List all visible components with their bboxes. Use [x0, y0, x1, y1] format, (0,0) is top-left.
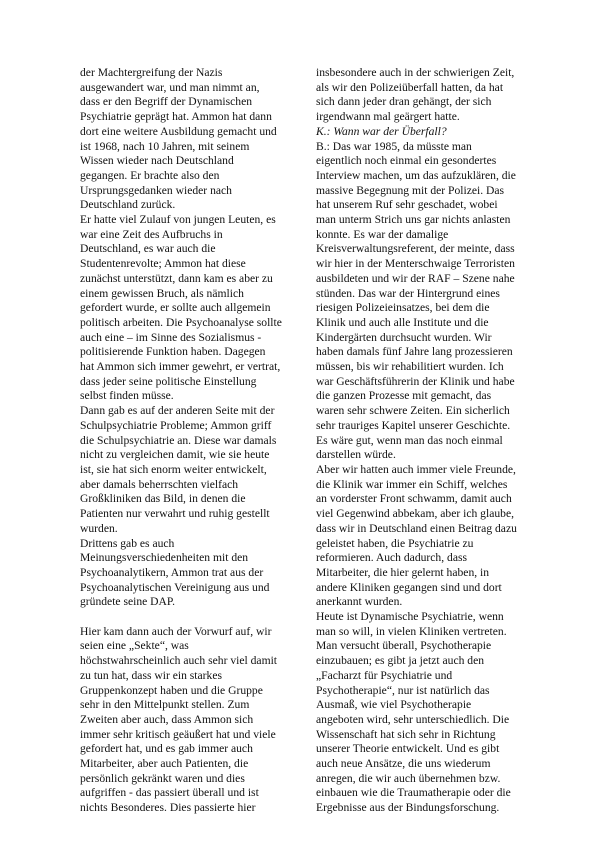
text-line: hat unserem Ruf sehr geschadet, wobei	[316, 198, 498, 212]
text-line: Kreisverwaltungsreferent, der meinte, dass	[316, 242, 515, 256]
interviewer-question: K.: Wann war der Überfall?	[316, 124, 447, 138]
text-line: Wissen wieder nach Deutschland	[80, 154, 234, 168]
text-line: die ganzen Prozesse mit gemacht, das	[316, 389, 492, 403]
text-line: aber damals beherrschten vielfach	[80, 477, 239, 491]
text-line: Dann gab es auf der anderen Seite mit der	[80, 404, 275, 418]
text-line: Patienten nur verwahrt und ruhig gestellt	[80, 507, 270, 521]
text-line: gefordert hat, und es gab immer auch	[80, 742, 253, 756]
text-line: andere Kliniken gegangen sind und dort	[316, 580, 502, 594]
text-line: anerkannt wurden.	[316, 595, 403, 609]
text-line: gegangen. Er brachte also den	[80, 168, 220, 182]
text-line: immer sehr kritisch geäußert hat und viele	[80, 727, 276, 741]
text-line: Er hatte viel Zulauf von jungen Leuten, es	[80, 213, 276, 227]
text-line: sehr trauriges Kapitel unserer Geschichte.	[316, 418, 511, 432]
text-line: zu tun hat, dass wir ein starkes	[80, 668, 222, 682]
text-line: wir hier in der Menterschwaige Terroristen	[316, 257, 515, 271]
text-line: Klinik und auch alle Institute und die	[316, 315, 489, 329]
text-line: gefordert wurde, er sollte auch allgemein	[80, 301, 271, 315]
text-line: Es wäre gut, wenn man das noch einmal	[316, 433, 503, 447]
text-line: ausgewandert war, und man nimmt an,	[80, 80, 260, 94]
text-line: Psychoanalytikern, Ammon trat aus der	[80, 565, 264, 579]
text-line: Hier kam dann auch der Vorwurf auf, wir	[80, 624, 272, 638]
text-line: man unterm Strich uns gar nichts anlasten	[316, 213, 511, 227]
text-line: stünden. Das war der Hintergrund eines	[316, 286, 500, 300]
text-line: Meinungsverschiedenheiten mit den	[80, 551, 249, 565]
text-line: „Facharzt für Psychiatrie und	[316, 668, 453, 682]
text-line: ausbildeten und wir der RAF – Szene nahe	[316, 271, 515, 285]
text-line: die Klinik war immer ein Schiff, welches	[316, 477, 508, 491]
text-line: politisierende Funktion haben. Dagegen	[80, 345, 266, 359]
text-line: Psychotherapie“, nur ist natürlich das	[316, 683, 490, 697]
text-line: müssen, bis wir rehabilitiert wurden. Ich	[316, 360, 504, 374]
text-line: dass jeder seine politische Einstellung	[80, 374, 257, 388]
text-line: auch neue Ansätze, die uns wiederum	[316, 757, 491, 771]
text-line: ist, sie hat sich enorm weiter entwickelt,	[80, 462, 267, 476]
text-line: Studentenrevolte; Ammon hat diese	[80, 257, 246, 271]
text-line: Ausmaß, wie viel Psychotherapie	[316, 698, 472, 712]
text-line: eigentlich noch einmal ein gesondertes	[316, 154, 497, 168]
text-line: Deutschland, es war auch die	[80, 242, 216, 256]
text-line: anregen, die wir auch übernehmen bzw.	[316, 771, 501, 785]
text-line: Heute ist Dynamische Psychiatrie, wenn	[316, 610, 504, 624]
text-line: darstellen würde.	[316, 448, 396, 462]
text-line: Interview machen, um das aufzuklären, die	[316, 168, 516, 182]
text-line: Wissenschaft hat sich sehr in Richtung	[316, 727, 496, 741]
text-line: wurden.	[80, 521, 118, 535]
text-line: der Machtergreifung der Nazis	[80, 66, 223, 79]
text-line: selbst finden müsse.	[80, 389, 174, 403]
text-line: nicht zu vergleichen damit, wie sie heute	[80, 448, 270, 462]
text-line: geleistet haben, die Psychiatrie zu	[316, 536, 474, 550]
text-line: Zweiten aber auch, dass Ammon sich	[80, 712, 254, 726]
text-line: B.: Das war 1985, da müsste man	[316, 139, 472, 153]
text-line: Kindergärten durchsucht wurden. Wir	[316, 330, 492, 344]
text-line: man so will, in vielen Kliniken vertreten.	[316, 624, 507, 638]
text-line: angeboten wird, sehr unterschiedlich. Die	[316, 712, 510, 726]
text-line: reformieren. Auch dadurch, dass	[316, 551, 467, 565]
text-line: viel Gegenwind abbekam, aber ich glaube,	[316, 507, 514, 521]
text-line: war Geschäftsführerin der Klinik und habe	[316, 374, 515, 388]
text-line: Schulpsychiatrie Probleme; Ammon griff	[80, 418, 272, 432]
text-line: Gruppenkonzept haben und die Gruppe	[80, 683, 263, 697]
text-line: seien eine „Sekte“, was	[80, 639, 189, 653]
text-line: Deutschland zurück.	[80, 198, 176, 212]
text-line: unserer Theorie entwickelt. Und es gibt	[316, 742, 500, 756]
text-line: war eine Zeit des Aufbruchs in	[80, 227, 223, 241]
text-line: waren sehr schwere Zeiten. Ein sicherlich	[316, 404, 510, 418]
text-line: konnte. Es war der damalige	[316, 227, 449, 241]
text-line: gründete seine DAP.	[80, 595, 175, 609]
text-line: Mitarbeiter, die hier gelernt haben, in	[316, 565, 490, 579]
paragraph-gap	[80, 610, 302, 625]
text-line: einem gewissen Bruch, als nämlich	[80, 286, 244, 300]
text-line: Aber wir hatten auch immer viele Freunde,	[316, 462, 516, 476]
text-line: massive Begegnung mit der Polizei. Das	[316, 183, 505, 197]
text-line: insbesondere auch in der schwierigen Zeit,	[316, 66, 515, 79]
text-line: ist 1968, nach 10 Jahren, mit seinem	[80, 139, 250, 153]
text-column-right	[316, 66, 539, 816]
text-line: zunächst unterstützt, dann kam es aber zu	[80, 271, 273, 285]
text-line: hat Ammon sich immer gewehrt, er vertrat,	[80, 360, 281, 374]
text-line: aufgriffen - das passiert überall und ist	[80, 786, 259, 800]
text-line: Ergebnisse aus der Bindungsforschung.	[316, 801, 500, 815]
text-line: Großkliniken das Bild, in denen die	[80, 492, 246, 506]
text-line: nichts Besonderes. Dies passierte hier	[80, 801, 256, 815]
text-line: Psychiatrie geprägt hat. Ammon hat dann	[80, 110, 272, 124]
text-line: einzubauen; es gibt ja jetzt auch den	[316, 654, 485, 668]
text-line: Psychoanalytischen Vereinigung aus und	[80, 580, 270, 594]
text-line: irgendwann mal geärgert hatte.	[316, 110, 460, 124]
text-line: Drittens gab es auch	[80, 536, 175, 550]
text-line: dort eine weitere Ausbildung gemacht und	[80, 124, 277, 138]
text-line: Ursprungsgedanken wieder nach	[80, 183, 232, 197]
text-line: dass er den Begriff der Dynamischen	[80, 95, 253, 109]
text-line: sich dann jeder dran gehängt, der sich	[316, 95, 492, 109]
text-line: Man versucht überall, Psychotherapie	[316, 639, 492, 653]
text-line: an vorderster Front schwamm, damit auch	[316, 492, 512, 506]
text-line: haben damals fünf Jahre lang prozessieren	[316, 345, 513, 359]
text-line: sehr in den Mittelpunkt stellen. Zum	[80, 698, 250, 712]
text-line: riesigen Polizeieinsatzes, bei dem die	[316, 301, 490, 315]
text-line: höchstwahrscheinlich auch sehr viel damit	[80, 654, 278, 668]
text-line: die Schulpsychiatrie an. Diese war damals	[80, 433, 277, 447]
text-line: politisch arbeiten. Die Psychoanalyse sollte	[80, 315, 282, 329]
text-line: persönlich gekränkt waren und dies	[80, 771, 245, 785]
text-line: als wir den Polizeiüberfall hatten, da hat	[316, 80, 504, 94]
text-line: auch eine – im Sinne des Sozialismus -	[80, 330, 262, 344]
text-column-left	[80, 66, 302, 816]
text-line: Mitarbeiter, aber auch Patienten, die	[80, 757, 249, 771]
text-line: dass wir in Deutschland einen Beitrag dazu	[316, 521, 517, 535]
text-line: einbauen wie die Traumatherapie oder die	[316, 786, 511, 800]
